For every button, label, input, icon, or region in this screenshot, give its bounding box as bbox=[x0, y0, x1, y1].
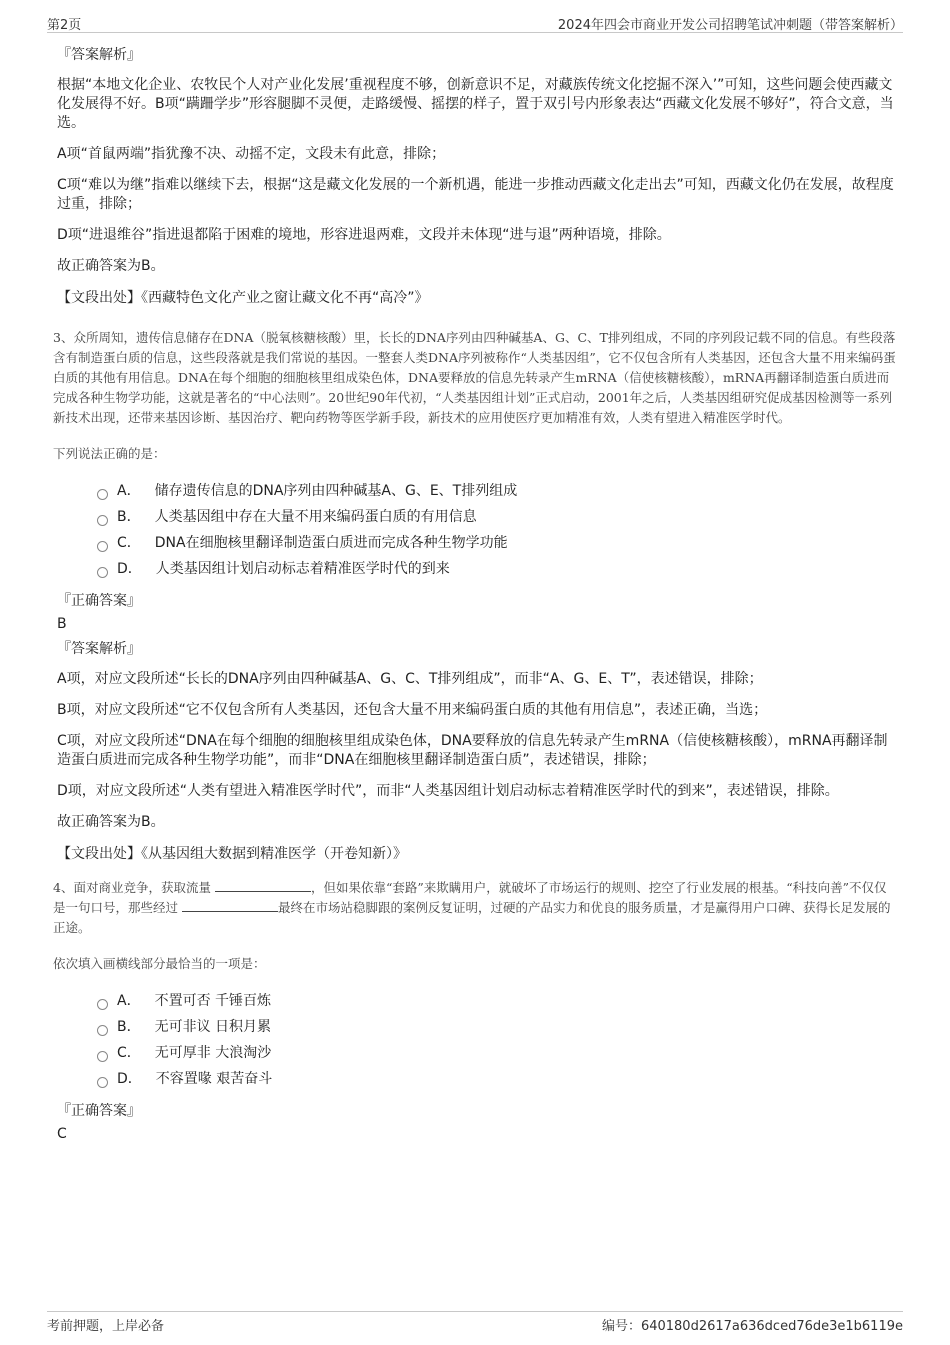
radio-icon[interactable] bbox=[97, 1025, 108, 1036]
q3-question-text: 3、众所周知，遗传信息储存在DNA（脱氧核糖核酸）里，长长的DNA序列由四种碱基A、G、C、T排列组成，不同的序列段记载不同的信息。有些段落含有制造蛋白质的信息，这些段落就是我们常说的基因。一整套人类DNA序列被称作“人类基因组”，它不仅包含所有人类基因，还包含大量不用来编码蛋白质的其他有用信息。DNA在每个细胞的细胞核里组成染色体，DNA要释放的信息先转录产生mRNA（信使核糖核酸），mRNA再翻译制造蛋白质进而完成各种生物学功能，这就是著名的“中心法则”。20世纪90年代初，“人类基因组计划”正式启动，2001年之后，人类基因组研究促成基因检测等一系列新技术出现，还带来基因诊断、基因治疗、靶向药物等医学新手段，新技术的应用使医疗更加精准有效，人类有望进入精准医学时代。 bbox=[53, 330, 896, 425]
option-letter: A． bbox=[117, 993, 141, 1009]
q2-analysis-label: 『答案解析』 bbox=[57, 47, 141, 63]
q3-conclusion: 故正确答案为B。 bbox=[57, 814, 165, 830]
page-footer bbox=[47, 1311, 903, 1336]
q2-conclusion: 故正确答案为B。 bbox=[57, 258, 165, 274]
q4-option-b[interactable] bbox=[97, 1014, 897, 1040]
option-text: 储存遗传信息的DNA序列由四种碱基A、G、E、T排列组成 bbox=[154, 483, 518, 499]
option-text: 无可厚非 大浪淘沙 bbox=[154, 1045, 272, 1061]
q4-option-a[interactable] bbox=[97, 988, 897, 1014]
option-letter: A． bbox=[117, 483, 141, 499]
option-letter: C． bbox=[117, 1045, 141, 1061]
q4-option-c[interactable] bbox=[97, 1040, 897, 1066]
option-letter: D． bbox=[117, 561, 142, 577]
q2-analysis-paragraph: 根据“本地文化企业、农牧民个人对产业化发展’重视程度不够，创新意识不足，对藏族传统文化挖掘不深入’”可知，这些问题会使西藏文化发展得不好。B项“蹒跚学步”形容腿脚不灵便，走路缓慢、摇摆的样子，置于双引号内形象表达“西藏文化发展不够好”，符合文意，当选。 bbox=[57, 77, 894, 131]
option-text: 无可非议 日积月累 bbox=[154, 1019, 272, 1035]
option-text: 人类基因组计划启动标志着精准医学时代的到来 bbox=[155, 561, 450, 577]
q3-option-d[interactable] bbox=[97, 556, 897, 582]
q2-analysis-paragraph: A项“首鼠两端”指犹豫不决、动摇不定，文段未有此意，排除； bbox=[57, 146, 446, 162]
q2-source: 【文段出处】《西藏特色文化产业之窗让藏文化不再“高冷”》 bbox=[57, 290, 429, 306]
q4-text-part: 最终在市场站稳脚跟的案例反复证明，过硬的产品实力和优良的服务质量，才是赢得用户口碑、获得长足发展的正途。 bbox=[53, 900, 891, 935]
q4-text-part: ，但如果依靠“套路”来欺瞒用户，就破坏了市场运行的规则、挖空了行业发展的根基。“科技向善”不仅仅是一句口号，那些经过 bbox=[53, 880, 887, 915]
q4-question-text bbox=[53, 878, 897, 938]
q2-analysis-paragraph: D项“进退维谷”指进退都陷于困难的境地，形容进退两难，文段并未体现“进与退”两种语境，排除。 bbox=[57, 227, 671, 243]
radio-icon[interactable] bbox=[97, 1051, 108, 1062]
q4-prompt: 依次填入画横线部分最恰当的一项是： bbox=[53, 956, 266, 971]
radio-icon[interactable] bbox=[97, 567, 108, 578]
q3-answer-label: 『正确答案』 bbox=[57, 593, 141, 609]
document-id: 编号：640180d2617a636dced76de3e1b6119e bbox=[601, 1319, 903, 1334]
option-text: DNA在细胞核里翻译制造蛋白质进而完成各种生物学功能 bbox=[154, 535, 508, 551]
q4-option-d[interactable] bbox=[97, 1066, 897, 1092]
q3-option-c[interactable] bbox=[97, 530, 897, 556]
radio-icon[interactable] bbox=[97, 541, 108, 552]
q4-blank-2[interactable] bbox=[182, 899, 278, 912]
option-text: 不置可否 千锤百炼 bbox=[154, 993, 272, 1009]
option-text: 人类基因组中存在大量不用来编码蛋白质的有用信息 bbox=[154, 509, 477, 525]
q3-answer: B bbox=[57, 616, 67, 632]
q3-source: 【文段出处】《从基因组大数据到精准医学（开卷知新）》 bbox=[57, 846, 407, 862]
q3-option-b[interactable] bbox=[97, 504, 897, 530]
q3-option-a[interactable] bbox=[97, 478, 897, 504]
option-text: 不容置喙 艰苦奋斗 bbox=[155, 1071, 273, 1087]
q4-blank-1[interactable] bbox=[215, 879, 311, 892]
q3-analysis-paragraph: D项，对应文段所述“人类有望进入精准医学时代”，而非“人类基因组计划启动标志着精准医学时代的到来”，表述错误，排除。 bbox=[57, 783, 839, 799]
page-header bbox=[47, 12, 903, 33]
option-letter: C． bbox=[117, 535, 141, 551]
q3-analysis-paragraph: A项，对应文段所述“长长的DNA序列由四种碱基A、G、C、T排列组成”，而非“A、G、E、T”，表述错误，排除； bbox=[57, 671, 763, 687]
q3-analysis-label: 『答案解析』 bbox=[57, 641, 141, 657]
option-letter: B． bbox=[117, 509, 141, 525]
radio-icon[interactable] bbox=[97, 489, 108, 500]
radio-icon[interactable] bbox=[97, 515, 108, 526]
option-letter: D． bbox=[117, 1071, 142, 1087]
q4-text-part: 4、面对商业竞争，获取流量 bbox=[53, 880, 211, 895]
option-letter: B． bbox=[117, 1019, 141, 1035]
document-title: 2024年四会市商业开发公司招聘笔试冲刺题（带答案解析） bbox=[557, 18, 903, 33]
q2-analysis-paragraph: C项“难以为继”指难以继续下去，根据“这是藏文化发展的一个新机遇，能进一步推动西藏文化走出去”可知，西藏文化仍在发展，故程度过重，排除； bbox=[57, 177, 894, 212]
q4-options bbox=[57, 988, 897, 1092]
q3-options bbox=[57, 478, 897, 582]
radio-icon[interactable] bbox=[97, 1077, 108, 1088]
q3-prompt: 下列说法正确的是： bbox=[53, 446, 166, 461]
footer-slogan: 考前押题，上岸必备 bbox=[47, 1319, 165, 1334]
radio-icon[interactable] bbox=[97, 999, 108, 1010]
page-number: 第2页 bbox=[47, 18, 82, 33]
q4-answer: C bbox=[57, 1126, 67, 1142]
q4-answer-label: 『正确答案』 bbox=[57, 1103, 141, 1119]
q3-analysis-paragraph: C项，对应文段所述“DNA在每个细胞的细胞核里组成染色体，DNA要释放的信息先转录产生mRNA（信使核糖核酸），mRNA再翻译制造蛋白质进而完成各种生物学功能”，而非“DNA在细胞核里翻译制造蛋白质”，表述错误，排除； bbox=[57, 733, 888, 768]
main-content bbox=[53, 44, 897, 1148]
q3-analysis-paragraph: B项，对应文段所述“它不仅包含所有人类基因，还包含大量不用来编码蛋白质的其他有用信息”，表述正确，当选； bbox=[57, 702, 768, 718]
